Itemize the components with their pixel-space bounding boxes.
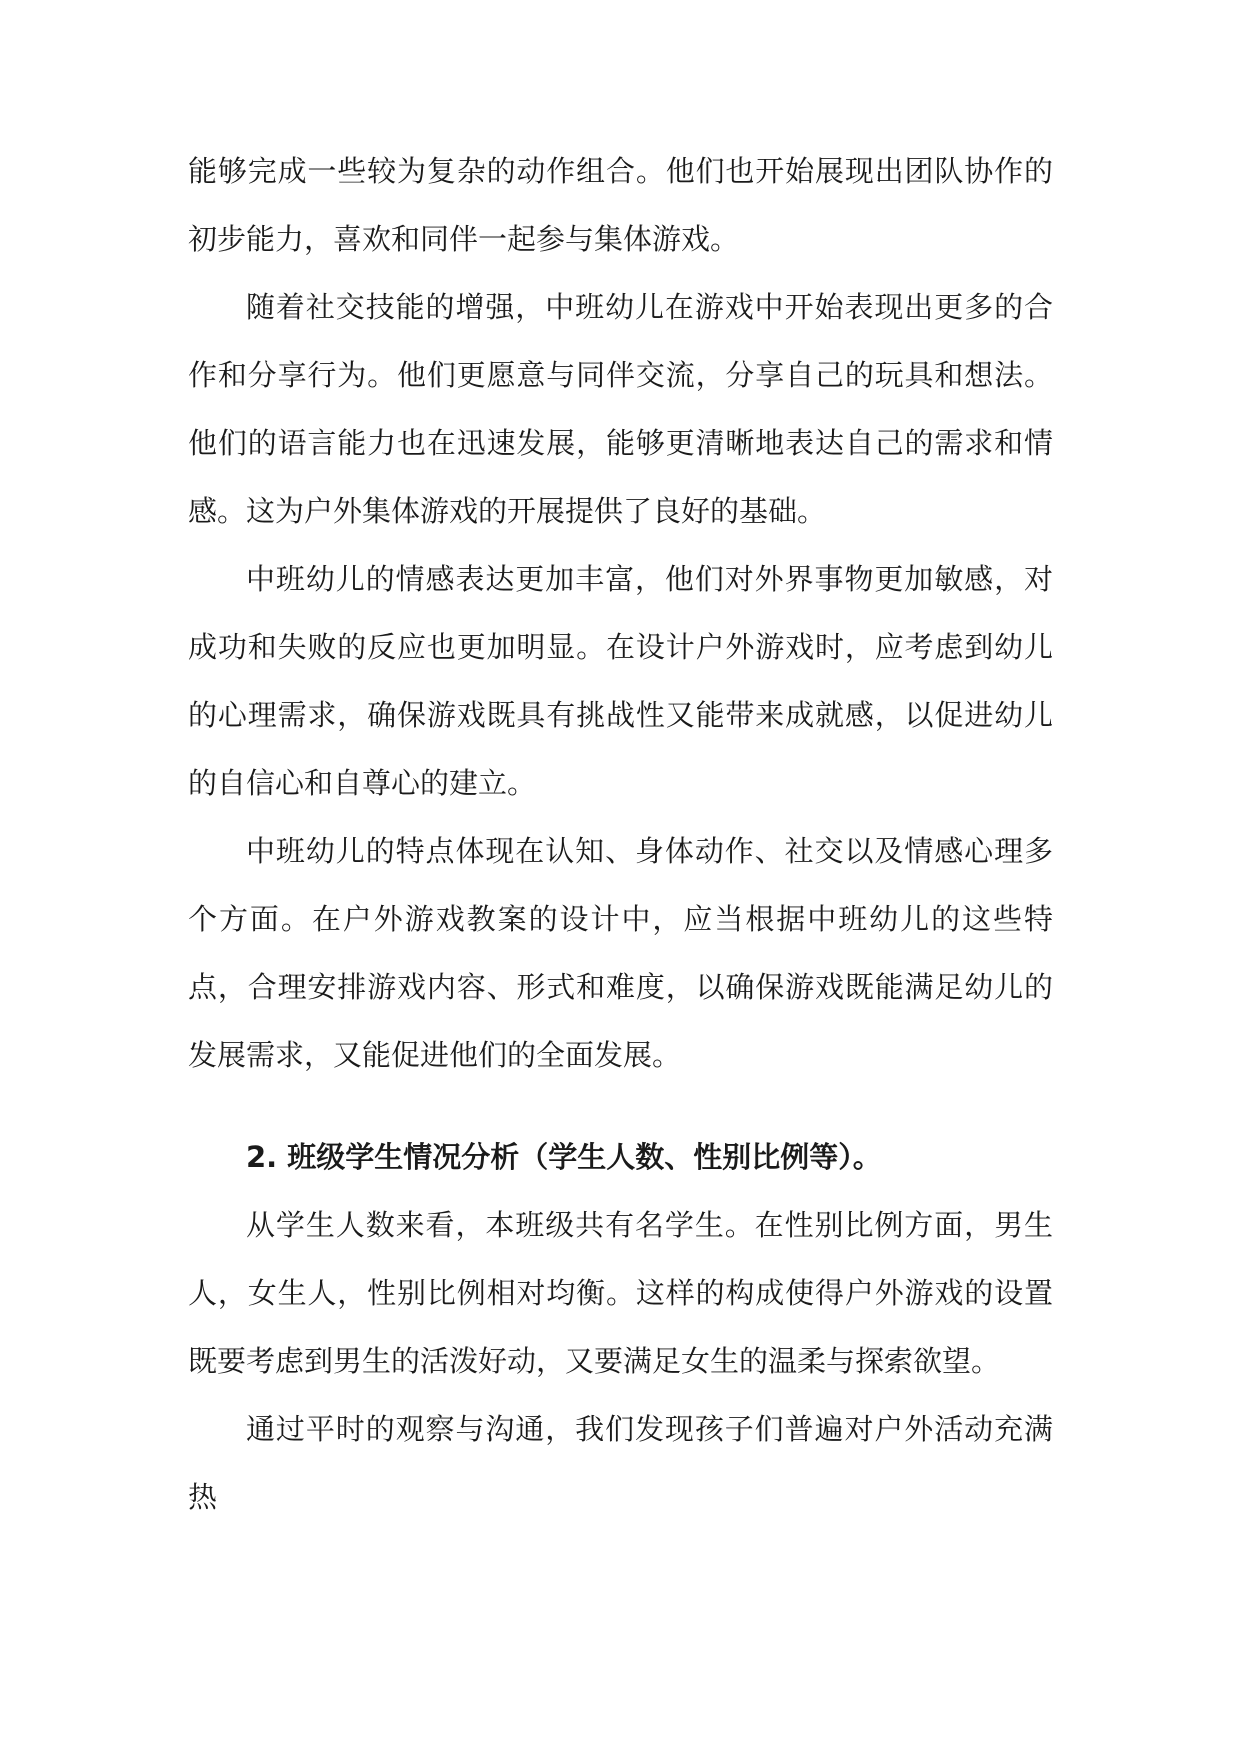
paragraph-student-count: 从学生人数来看，本班级共有名学生。在性别比例方面，男生人，女生人，性别比例相对均衡。这样的构成使得户外游戏的设置既要考虑到男生的活泼好动，又要满足女生的温柔与探索欲望。 — [188, 1208, 1053, 1378]
paragraph-emotional-expression: 中班幼儿的情感表达更加丰富，他们对外界事物更加敏感，对成功和失败的反应也更加明显。在设计户外游戏时，应考虑到幼儿的心理需求，确保游戏既具有挑战性又能带来成就感，以促进幼儿的自信心和自尊心的建立。 — [188, 562, 1053, 800]
paragraph-continuation: 能够完成一些较为复杂的动作组合。他们也开始展现出团队协作的初步能力，喜欢和同伴一起参与集体游戏。 — [188, 154, 1053, 256]
paragraph-summary: 中班幼儿的特点体现在认知、身体动作、社交以及情感心理多个方面。在户外游戏教案的设计中，应当根据中班幼儿的这些特点，合理安排游戏内容、形式和难度，以确保游戏既能满足幼儿的发展需求，又能促进他们的全面发展。 — [188, 834, 1053, 1072]
paragraph-social-skills: 随着社交技能的增强，中班幼儿在游戏中开始表现出更多的合作和分享行为。他们更愿意与同伴交流，分享自己的玩具和想法。他们的语言能力也在迅速发展，能够更清晰地表达自己的需求和情感。这为户外集体游戏的开展提供了良好的基础。 — [188, 290, 1053, 528]
paragraph-observation: 通过平时的观察与沟通，我们发现孩子们普遍对户外活动充满热 — [188, 1412, 1053, 1514]
document-page — [188, 137, 1053, 1531]
section-heading: 2. 班级学生情况分析（学生人数、性别比例等）。 — [246, 1140, 882, 1174]
section-spacer — [188, 1089, 1053, 1123]
